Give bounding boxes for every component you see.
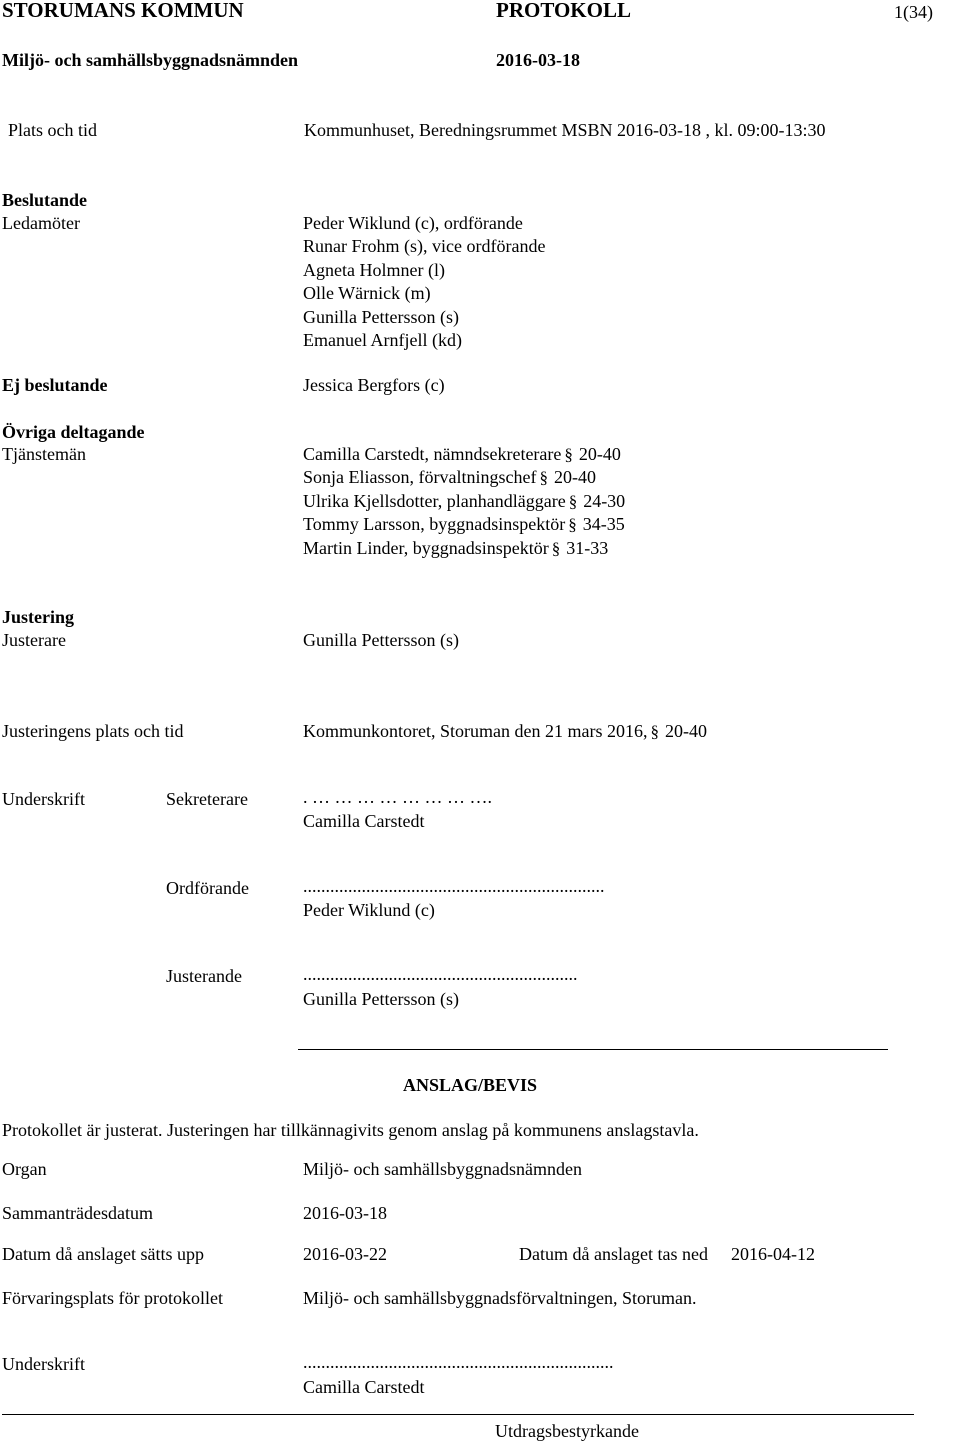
adjustment-place-time-label: Justeringens plats och tid bbox=[2, 721, 184, 741]
section-symbol: § bbox=[551, 538, 561, 558]
official-item bbox=[303, 515, 625, 538]
adjuster-name: Gunilla Pettersson (s) bbox=[303, 630, 459, 650]
official-item bbox=[303, 539, 625, 562]
section-symbol: § bbox=[568, 491, 578, 511]
deciding-heading: Beslutande bbox=[2, 190, 88, 210]
members-label: Ledamöter bbox=[2, 213, 80, 233]
removed-date-label: Datum då anslaget tas ned bbox=[519, 1244, 708, 1264]
official-name: Camilla Carstedt, nämndsekreterare bbox=[303, 444, 562, 464]
notice-statement: Protokollet är justerat. Justeringen har tillkännagivits genom anslag på kommunens anslagstavla. bbox=[2, 1120, 699, 1140]
official-sections: 20-40 bbox=[553, 467, 596, 488]
adjustment-place-time-text: Kommunkontoret, Storuman den 21 mars 2016, bbox=[303, 721, 648, 741]
official-item bbox=[303, 445, 625, 468]
place-time-label: Plats och tid bbox=[8, 120, 97, 140]
non-deciding-label: Ej beslutande bbox=[2, 375, 108, 395]
committee-name: Miljö- och samhällsbyggnadsnämnden bbox=[2, 50, 299, 70]
adjuster-label: Justerare bbox=[2, 630, 66, 650]
official-sections: 24-30 bbox=[583, 490, 626, 511]
officials-list bbox=[303, 445, 625, 562]
adjustment-sections: 20-40 bbox=[664, 721, 707, 741]
document-type: PROTOKOLL bbox=[496, 0, 631, 22]
official-name: Sonja Eliasson, förvaltningschef bbox=[303, 467, 537, 488]
document-date: 2016-03-18 bbox=[496, 50, 580, 70]
divider bbox=[298, 1049, 888, 1050]
footer-certification: Utdragsbestyrkande bbox=[495, 1421, 639, 1441]
official-name: Tommy Larsson, byggnadsinspektör bbox=[303, 514, 566, 535]
adjustment-place-time bbox=[303, 722, 707, 740]
organ-value: Miljö- och samhällsbyggnadsnämnden bbox=[303, 1159, 582, 1179]
members-list bbox=[303, 214, 545, 354]
official-sections: 31-33 bbox=[566, 537, 609, 558]
section-symbol: § bbox=[539, 468, 548, 488]
official-item bbox=[303, 468, 625, 491]
chair-name: Peder Wiklund (c) bbox=[303, 900, 435, 920]
place-time-value: Kommunhuset, Beredningsrummet MSBN 2016-03-18 , kl. 09:00-13:30 bbox=[304, 120, 826, 140]
secretary-name: Camilla Carstedt bbox=[303, 811, 425, 831]
member-item: Peder Wiklund (c), ordförande bbox=[303, 213, 523, 233]
member-item: Gunilla Pettersson (s) bbox=[303, 306, 459, 327]
adjuster-sign-name: Gunilla Pettersson (s) bbox=[303, 989, 459, 1009]
official-sections: 20-40 bbox=[578, 444, 621, 464]
notice-signer-name: Camilla Carstedt bbox=[303, 1377, 425, 1397]
removed-date-value: 2016-04-12 bbox=[731, 1244, 815, 1264]
chair-label: Ordförande bbox=[166, 878, 249, 898]
secretary-signature-line: . … … … … … … … …. bbox=[303, 787, 492, 807]
notice-signature-label: Underskrift bbox=[2, 1354, 85, 1374]
member-item: Runar Frohm (s), vice ordförande bbox=[303, 236, 546, 257]
official-item bbox=[303, 492, 625, 515]
section-symbol: § bbox=[650, 722, 659, 741]
notice-signature-line: ..................................................................... bbox=[303, 1352, 614, 1372]
non-deciding-member: Jessica Bergfors (c) bbox=[303, 375, 445, 395]
page-number: 1(34) bbox=[894, 2, 933, 22]
section-symbol: § bbox=[568, 515, 577, 535]
storage-value: Miljö- och samhällsbyggnadsförvaltningen, Storuman. bbox=[303, 1288, 697, 1308]
footer-divider bbox=[2, 1414, 914, 1415]
org-name: STORUMANS KOMMUN bbox=[2, 0, 244, 22]
organ-label: Organ bbox=[2, 1159, 47, 1179]
adjuster-sign-label: Justerande bbox=[166, 966, 242, 986]
chair-signature-line: ................................................................... bbox=[303, 876, 605, 896]
official-name: Martin Linder, byggnadsinspektör bbox=[303, 537, 549, 558]
posted-date-value: 2016-03-22 bbox=[303, 1244, 387, 1264]
posted-date-label: Datum då anslaget sätts upp bbox=[2, 1244, 204, 1264]
others-heading: Övriga deltagande bbox=[2, 422, 145, 442]
officials-label: Tjänstemän bbox=[2, 444, 86, 464]
official-sections: 34-35 bbox=[582, 514, 625, 535]
member-item: Emanuel Arnfjell (kd) bbox=[303, 329, 462, 350]
secretary-label: Sekreterare bbox=[166, 789, 248, 809]
meeting-date-label: Sammanträdesdatum bbox=[2, 1203, 153, 1223]
notice-heading: ANSLAG/BEVIS bbox=[403, 1075, 538, 1095]
storage-label: Förvaringsplats för protokollet bbox=[2, 1288, 223, 1308]
meeting-date-value: 2016-03-18 bbox=[303, 1203, 387, 1223]
official-name: Ulrika Kjellsdotter, planhandläggare bbox=[303, 490, 566, 511]
member-item: Agneta Holmner (l) bbox=[303, 259, 445, 280]
adjuster-signature-line: ............................................................. bbox=[303, 964, 578, 984]
member-item: Olle Wärnick (m) bbox=[303, 283, 431, 304]
signature-label: Underskrift bbox=[2, 789, 85, 809]
adjustment-heading: Justering bbox=[2, 607, 74, 627]
section-symbol: § bbox=[564, 445, 573, 464]
